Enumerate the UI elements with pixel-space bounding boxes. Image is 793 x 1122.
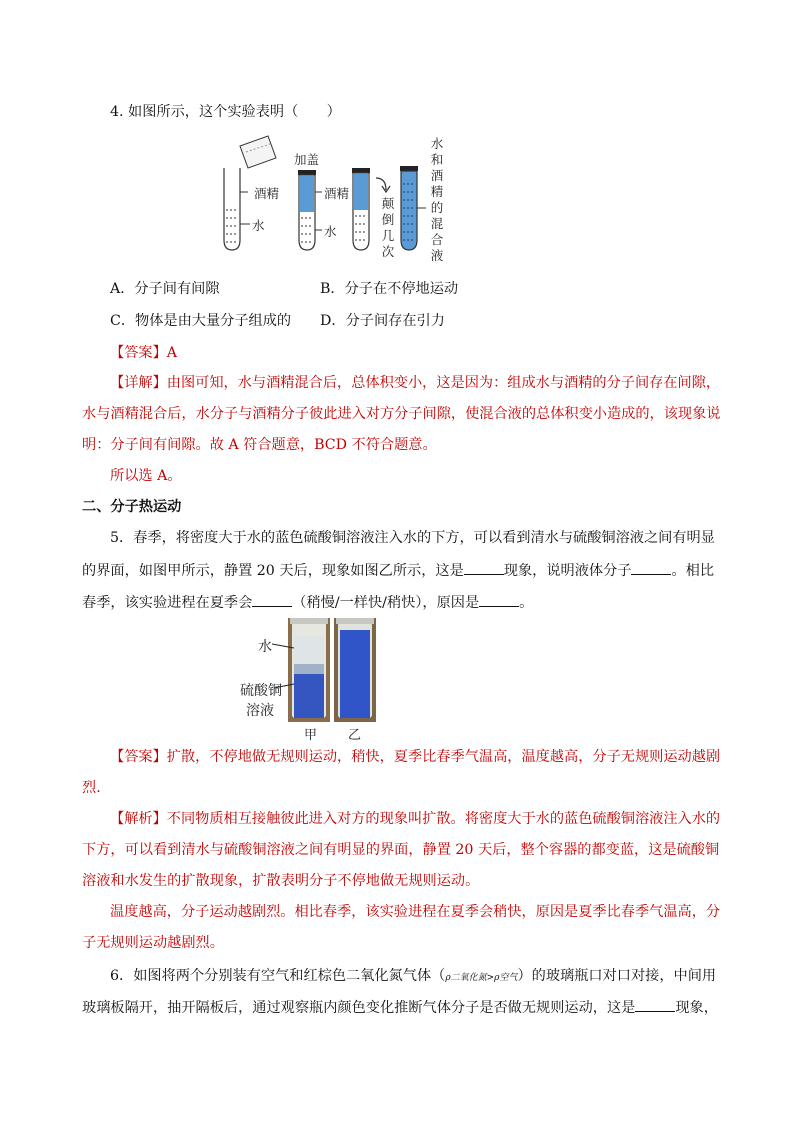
water-label: 水 — [258, 639, 272, 655]
rotate-arrow-icon — [376, 178, 390, 192]
q5-analysis-line-4: 温度越高，分子运动越剧烈。相比春季，该实验进程在夏季会稍快，原因是夏季比春季气温高，分 — [110, 904, 721, 920]
detail-text: 由图可知，水与酒精混合后，总体积变小，这是因为：组成水与酒精的分子间存在间隙， — [166, 375, 721, 391]
option-a: A．分子间有间隙 — [110, 281, 220, 297]
analysis-tag: 【解析】 — [110, 811, 167, 827]
answer-text: 扩散，不停地做无规则运动，稍快，夏季比春季气温高，温度越高，分子无规则运动越剧 — [166, 749, 721, 765]
q5-line-1: 5．春季，将密度大于水的蓝色硫酸铜溶液注入水的下方，可以看到清水与硫酸铜溶液之间有明显 — [110, 530, 715, 546]
q5-text-2c: 。相比 — [671, 563, 715, 579]
capped-tube-2-icon — [352, 168, 370, 250]
answer-blank-2[interactable] — [631, 560, 671, 575]
q5-answer-line-2: 烈. — [82, 780, 101, 796]
answer-blank-4[interactable] — [479, 592, 519, 607]
answer-tag: 【答案】 — [110, 345, 167, 361]
mixture-tube-icon — [400, 166, 426, 250]
q5-text-3c: 。 — [519, 595, 534, 611]
q5-text-3a: 春季，该实验进程在夏季会 — [82, 595, 253, 611]
tubes-illustration — [218, 132, 458, 272]
density-formula: ρ二氧化氮>ρ空气 — [445, 973, 518, 983]
caption-yi: 乙 — [348, 728, 362, 743]
solution-label-2: 溶液 — [246, 703, 274, 719]
answer-blank-3[interactable] — [252, 592, 292, 607]
detail-tag: 【详解】 — [110, 375, 167, 391]
alcohol-label-1: 酒精 — [254, 186, 280, 201]
q5-analysis-line-3: 溶液和水发生的扩散现象，扩散表明分子不停地做无规则运动。 — [82, 873, 480, 889]
q4-detail-line-2: 水与酒精混合后，水分子与酒精分子彼此进入对方分子间隙，使混合液的总体积变小造成的，该现象说 — [82, 406, 721, 422]
photo-yi — [334, 618, 376, 722]
lid-label: 加盖 — [294, 152, 320, 167]
answer-blank-1[interactable] — [464, 560, 504, 575]
q5-text-2a: 的界面，如图甲所示，静置 20 天后，现象如图乙所示，这是 — [82, 563, 464, 579]
q4-answer — [110, 343, 177, 363]
mixture-label: 水和酒精的混合液 — [430, 136, 444, 263]
q5-answer-line-1 — [110, 747, 720, 767]
q4-detail-line-1 — [110, 373, 720, 393]
q6-text-1a: 6．如图将两个分别装有空气和红棕色二氧化氮气体（ — [110, 968, 446, 984]
option-d: D．分子间存在引力 — [320, 313, 445, 329]
water-label-1: 水 — [252, 218, 265, 233]
capped-tube-icon — [298, 170, 322, 250]
answer-value: A — [166, 345, 178, 361]
option-b: B．分子在不停地运动 — [320, 281, 459, 297]
beaker-icon — [240, 136, 276, 168]
q4-detail-line-3: 明：分子间有间隙。故 A 符合题意，BCD 不符合题意。 — [82, 437, 437, 453]
q4-figure — [218, 132, 458, 272]
q6-text-1b: ）的玻璃瓶口对口对接，中间用 — [517, 968, 717, 984]
analysis-text: 不同物质相互接触彼此进入对方的现象叫扩散。将密度大于水的蓝色硫酸铜溶液注入水的 — [166, 811, 721, 827]
q4-conclusion: 所以选 A。 — [110, 468, 182, 484]
q5-text-3b: （稍慢/一样快/稍快），原因是 — [292, 595, 480, 611]
q5-analysis-line-5: 子无规则运动越剧烈。 — [82, 935, 224, 951]
solution-label-1: 硫酸铜 — [240, 683, 282, 699]
photo-jia — [288, 618, 330, 722]
q5-line-2 — [82, 560, 714, 581]
q5-figure — [228, 618, 398, 742]
answer-blank-5[interactable] — [635, 997, 675, 1012]
q5-analysis-line-1 — [110, 809, 720, 829]
q5-text-2b: 现象，说明液体分子 — [503, 563, 632, 579]
q6-line-2 — [82, 997, 718, 1018]
section-title: 二、分子热运动 — [82, 499, 182, 515]
q5-line-3 — [82, 592, 533, 613]
invert-label: 颠倒几次 — [381, 196, 395, 259]
q4-stem: 4. 如图所示，这个实验表明（ ） — [110, 104, 341, 120]
open-tube-icon — [224, 168, 250, 250]
q6-text-2b: 现象， — [675, 1000, 718, 1016]
alcohol-label-2: 酒精 — [324, 186, 350, 201]
q5-analysis-line-2: 下方，可以看到清水与硫酸铜溶液之间有明显的界面，静置 20 天后，整个容器的都变蓝，这是硫酸铜 — [82, 842, 720, 858]
option-c: C．物体是由大量分子组成的 — [110, 313, 292, 329]
answer-tag: 【答案】 — [110, 749, 167, 765]
caption-jia: 甲 — [304, 728, 318, 743]
water-label-2: 水 — [324, 224, 337, 239]
q6-line-1 — [110, 966, 716, 988]
q6-text-2a: 玻璃板隔开，抽开隔板后，通过观察瓶内颜色变化推断气体分子是否做无规则运动，这是 — [82, 1000, 636, 1016]
